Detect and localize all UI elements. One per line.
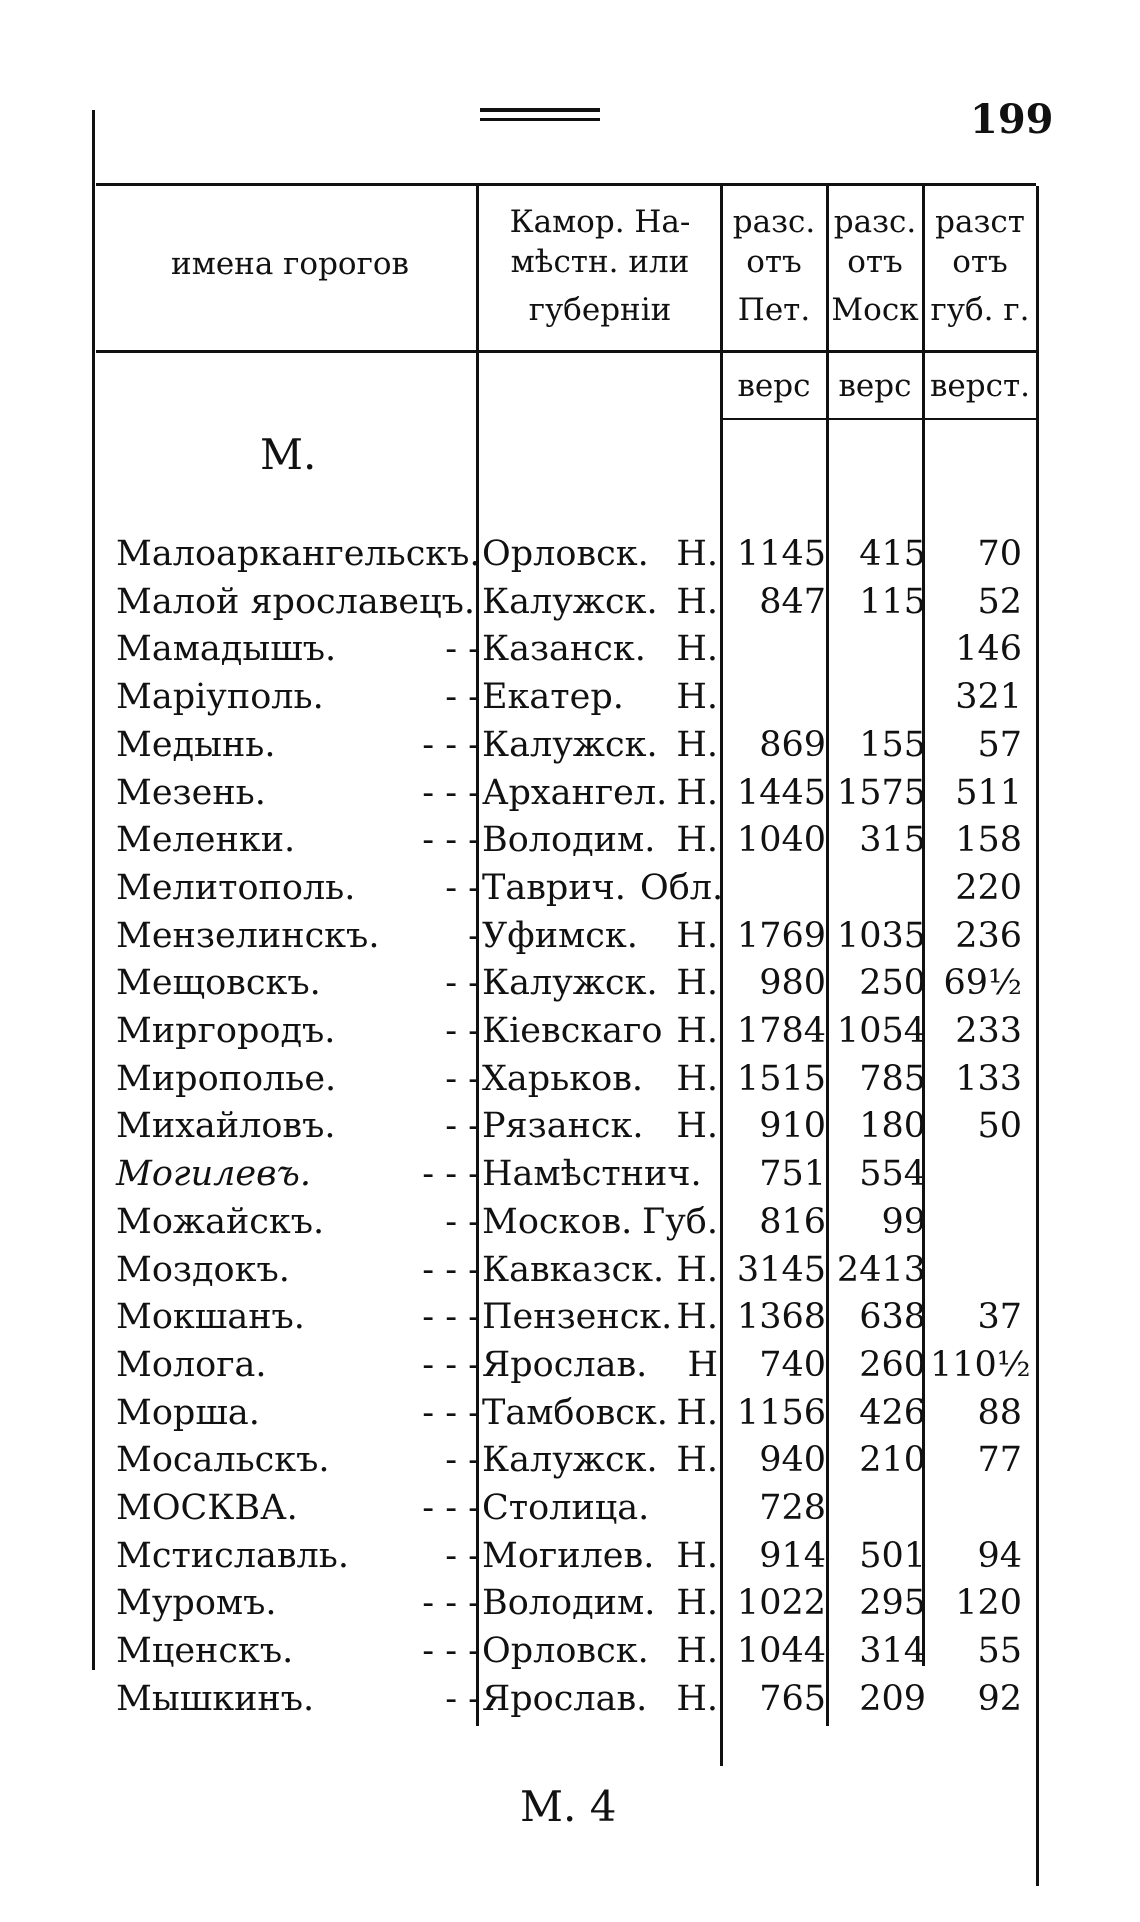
- distance-gubernia-town: 88: [977, 1392, 1022, 1433]
- distance-moscow: 210: [859, 1440, 926, 1481]
- unit-pet: верс: [737, 368, 811, 404]
- province-type: Н.: [676, 581, 718, 622]
- city-name: Мензелинскъ.: [116, 915, 380, 956]
- province-name: Калужск.: [482, 581, 658, 622]
- table-row: [0, 1150, 1140, 1198]
- city-name: Морша.: [116, 1392, 260, 1433]
- province-name: Калужск.: [482, 1440, 658, 1481]
- distance-gubernia-town: 110½: [930, 1344, 1031, 1385]
- distance-gubernia-town: 52: [977, 581, 1022, 622]
- province-name: Намѣстнич.: [482, 1154, 702, 1195]
- province-name: Орловск.: [482, 1631, 649, 1672]
- table-row: [0, 625, 1140, 673]
- table-row: [0, 769, 1140, 817]
- province-name: Архангел.: [482, 772, 668, 813]
- leader-dashes: - -: [445, 1201, 480, 1242]
- city-name: Мокшанъ.: [116, 1297, 305, 1338]
- header-province-line-1: Камор. На-: [509, 204, 691, 240]
- city-name: Мценскъ.: [116, 1631, 294, 1672]
- header-bottom-rule: [96, 350, 1036, 353]
- distance-petersburg: 751: [759, 1154, 826, 1195]
- header-gub-line-3: губ. г.: [930, 292, 1030, 328]
- header-province-line-2: мѣстн. или: [510, 244, 690, 280]
- distance-moscow: 501: [859, 1535, 926, 1576]
- header-ornament-rule: [480, 108, 600, 112]
- distance-moscow: 1575: [836, 772, 926, 813]
- province-name: Столица.: [482, 1488, 650, 1528]
- distance-gubernia-town: 37: [977, 1297, 1022, 1338]
- city-name: Моздокъ.: [116, 1249, 290, 1290]
- distance-gubernia-town: 77: [977, 1440, 1022, 1481]
- distance-petersburg: 980: [759, 963, 826, 1004]
- distance-petersburg: 1022: [736, 1583, 826, 1624]
- leader-dashes: - - -: [422, 1583, 480, 1624]
- header-pet-line-2: отъ: [746, 244, 802, 280]
- distance-petersburg: 847: [759, 581, 826, 622]
- distance-moscow: 155: [859, 724, 926, 765]
- distance-petersburg: 1515: [736, 1058, 826, 1099]
- province-name: Казанск.: [482, 629, 646, 670]
- table-row: [0, 1341, 1140, 1389]
- table-row: [0, 1389, 1140, 1437]
- distance-moscow: 1054: [836, 1011, 926, 1051]
- province-name: Тамбовск.: [482, 1392, 668, 1433]
- province-name: Кіевскаго: [482, 1011, 663, 1051]
- leader-dashes: -: [468, 915, 480, 956]
- table-row: [0, 1484, 1140, 1532]
- leader-dashes: - -: [445, 677, 480, 718]
- city-name: Михайловъ.: [116, 1106, 336, 1147]
- table-row: [0, 1627, 1140, 1675]
- table-row: [0, 912, 1140, 960]
- city-name: Миргородъ.: [116, 1011, 336, 1051]
- distance-petersburg: 728: [759, 1488, 826, 1528]
- signature-mark: М. 4: [520, 1782, 617, 1831]
- city-name: Мезень.: [116, 772, 266, 813]
- leader-dashes: - -: [445, 1058, 480, 1099]
- table-row: [0, 1579, 1140, 1627]
- table-row: [0, 1293, 1140, 1341]
- province-type: Н.: [676, 534, 718, 574]
- province-type: Н.: [676, 629, 718, 670]
- leader-dashes: - - -: [422, 772, 480, 813]
- distance-gubernia-town: 511: [955, 772, 1022, 813]
- province-name: Орловск.: [482, 534, 649, 574]
- table-row: [0, 1532, 1140, 1580]
- distance-petersburg: 816: [759, 1201, 826, 1242]
- distance-petersburg: 1784: [736, 1011, 826, 1051]
- distance-petersburg: 1769: [736, 915, 826, 956]
- distance-moscow: 180: [859, 1106, 926, 1147]
- section-letter: М.: [260, 430, 317, 479]
- table-row: [0, 1436, 1140, 1484]
- unit-mos: верс: [838, 368, 912, 404]
- city-name: Мамадышъ.: [116, 629, 337, 670]
- distance-petersburg: 3145: [736, 1249, 826, 1290]
- province-name: Екатер.: [482, 677, 624, 718]
- distance-petersburg: 765: [759, 1678, 826, 1719]
- leader-dashes: - - -: [422, 1344, 480, 1385]
- city-name: Можайскъ.: [116, 1201, 325, 1242]
- province-type: Н.: [676, 1678, 718, 1719]
- distance-gubernia-town: 92: [977, 1678, 1022, 1719]
- distance-gubernia-town: 69½: [943, 963, 1022, 1004]
- table-row: [0, 1675, 1140, 1723]
- city-name: Муромъ.: [116, 1583, 277, 1624]
- leader-dashes: - - -: [422, 1154, 480, 1195]
- leader-dashes: - - -: [422, 1488, 480, 1528]
- city-name: Могилевъ.: [116, 1154, 311, 1195]
- province-type: Н.: [676, 963, 718, 1004]
- province-type: Н.: [676, 1106, 718, 1147]
- distance-gubernia-town: 236: [955, 915, 1022, 956]
- distance-moscow: 426: [859, 1392, 926, 1433]
- table-row: [0, 578, 1140, 626]
- distance-gubernia-town: 146: [955, 629, 1022, 670]
- distance-gubernia-town: 50: [977, 1106, 1022, 1147]
- province-type: Н.: [676, 1440, 718, 1481]
- header-mos-line-1: разс.: [833, 204, 917, 240]
- distance-gubernia-town: 94: [977, 1535, 1022, 1576]
- distance-moscow: 1035: [836, 915, 926, 956]
- province-type: Н.: [676, 1011, 718, 1051]
- province-name: Пензенск.: [482, 1297, 673, 1338]
- distance-gubernia-town: 321: [955, 677, 1022, 718]
- distance-moscow: 415: [859, 534, 926, 574]
- province-type: Н.: [676, 772, 718, 813]
- distance-moscow: 115: [859, 581, 926, 622]
- province-name: Ярослав.: [482, 1678, 648, 1719]
- province-name: Таврич.: [482, 867, 626, 908]
- header-gub-line-1: разст: [935, 204, 1025, 240]
- table-row: [0, 673, 1140, 721]
- province-name: Могилев.: [482, 1535, 655, 1576]
- leader-dashes: - - -: [422, 724, 480, 765]
- distance-gubernia-town: 70: [977, 534, 1022, 574]
- city-name: Малой ярославецъ.: [116, 581, 476, 622]
- distance-moscow: 315: [859, 820, 926, 861]
- province-type: Н.: [676, 724, 718, 765]
- city-name: Малоаркангельскъ.: [116, 534, 481, 574]
- city-name: Мстиславль.: [116, 1535, 349, 1576]
- province-type: Обл.: [640, 867, 724, 908]
- city-name: Мещовскъ.: [116, 963, 321, 1004]
- unit-row-rule: [722, 418, 1038, 420]
- city-name: Мирополье.: [116, 1058, 337, 1099]
- header-city: имена горогов: [171, 246, 409, 282]
- header-ornament-rule-2: [480, 118, 600, 121]
- leader-dashes: - -: [445, 867, 480, 908]
- province-name: Рязанск.: [482, 1106, 644, 1147]
- header-mos-line-2: отъ: [847, 244, 903, 280]
- table-row: [0, 1055, 1140, 1103]
- distance-moscow: 209: [859, 1678, 926, 1719]
- distance-moscow: 638: [859, 1297, 926, 1338]
- distance-petersburg: 740: [759, 1344, 826, 1385]
- city-name: Молога.: [116, 1344, 267, 1385]
- province-type: Н.: [676, 820, 718, 861]
- table-row: [0, 1246, 1140, 1294]
- city-name: Мосальскъ.: [116, 1440, 330, 1481]
- city-name: Маріуполь.: [116, 677, 324, 718]
- province-name: Харьков.: [482, 1058, 644, 1099]
- leader-dashes: - - -: [422, 1631, 480, 1672]
- city-name: Медынь.: [116, 724, 276, 765]
- table-row: [0, 530, 1140, 578]
- province-type: Н.: [676, 1392, 718, 1433]
- distance-petersburg: 1445: [736, 772, 826, 813]
- city-name: Мышкинъ.: [116, 1678, 315, 1719]
- distance-moscow: 295: [859, 1583, 926, 1624]
- distance-moscow: 99: [881, 1201, 926, 1242]
- header-gub-line-2: отъ: [952, 244, 1008, 280]
- distance-moscow: 314: [859, 1631, 926, 1672]
- province-name: Володим.: [482, 1583, 656, 1624]
- table-row: [0, 721, 1140, 769]
- leader-dashes: - -: [445, 1678, 480, 1719]
- distance-moscow: 2413: [836, 1249, 926, 1290]
- page-number: 199: [970, 96, 1054, 143]
- distance-gubernia-town: 220: [955, 867, 1022, 908]
- city-name: МОСКВА.: [116, 1488, 298, 1528]
- province-name: Кавказск.: [482, 1249, 665, 1290]
- leader-dashes: - - -: [422, 1392, 480, 1433]
- province-type: Н.: [676, 1249, 718, 1290]
- table-row: [0, 1198, 1140, 1246]
- province-type: Н.: [676, 1631, 718, 1672]
- distance-petersburg: 910: [759, 1106, 826, 1147]
- table-top-rule: [96, 183, 1036, 186]
- table-row: [0, 1007, 1140, 1055]
- province-type: Н.: [676, 1583, 718, 1624]
- leader-dashes: - -: [445, 1440, 480, 1481]
- distance-petersburg: 1145: [736, 534, 826, 574]
- leader-dashes: - -: [445, 1106, 480, 1147]
- distance-moscow: 785: [859, 1058, 926, 1099]
- distance-petersburg: 1368: [736, 1297, 826, 1338]
- distance-petersburg: 1156: [736, 1392, 826, 1433]
- leader-dashes: - - -: [422, 1297, 480, 1338]
- header-pet-line-3: Пет.: [737, 292, 811, 328]
- distance-petersburg: 1044: [736, 1631, 826, 1672]
- table-row: [0, 959, 1140, 1007]
- distance-petersburg: 940: [759, 1440, 826, 1481]
- unit-gub: верст.: [929, 368, 1030, 404]
- header-mos-line-3: Моск: [831, 292, 919, 328]
- distance-gubernia-town: 55: [977, 1631, 1022, 1672]
- province-name: Уфимск.: [482, 915, 638, 956]
- header-pet-line-1: разс.: [732, 204, 816, 240]
- table-row: [0, 864, 1140, 912]
- distance-gubernia-town: 133: [955, 1058, 1022, 1099]
- province-name: Москов.: [482, 1201, 633, 1242]
- province-type: Н.: [676, 677, 718, 718]
- distance-petersburg: 914: [759, 1535, 826, 1576]
- province-name: Калужск.: [482, 963, 658, 1004]
- distance-moscow: 250: [859, 963, 926, 1004]
- leader-dashes: - -: [445, 1011, 480, 1051]
- distance-gubernia-town: 158: [955, 820, 1022, 861]
- distance-gubernia-town: 120: [955, 1583, 1022, 1624]
- table-row: [0, 1102, 1140, 1150]
- province-type: Н.: [676, 1535, 718, 1576]
- city-name: Меленки.: [116, 820, 296, 861]
- leader-dashes: - -: [445, 963, 480, 1004]
- province-name: Ярослав.: [482, 1344, 648, 1385]
- leader-dashes: - - -: [422, 1249, 480, 1290]
- distance-moscow: 260: [859, 1344, 926, 1385]
- distance-moscow: 554: [859, 1154, 926, 1195]
- province-type: Н: [687, 1344, 718, 1385]
- table-row: [0, 816, 1140, 864]
- distance-gubernia-town: 57: [977, 724, 1022, 765]
- leader-dashes: - -: [445, 629, 480, 670]
- distance-gubernia-town: 233: [955, 1011, 1022, 1051]
- distance-petersburg: 869: [759, 724, 826, 765]
- city-name: Мелитополь.: [116, 867, 356, 908]
- province-type: Н.: [676, 1297, 718, 1338]
- province-type: Губ.: [642, 1201, 718, 1242]
- header-province-line-3: губерніи: [528, 292, 672, 328]
- distance-petersburg: 1040: [736, 820, 826, 861]
- province-name: Калужск.: [482, 724, 658, 765]
- leader-dashes: - - -: [422, 820, 480, 861]
- leader-dashes: - -: [445, 1535, 480, 1576]
- province-type: Н.: [676, 1058, 718, 1099]
- province-type: Н.: [676, 915, 718, 956]
- province-name: Володим.: [482, 820, 656, 861]
